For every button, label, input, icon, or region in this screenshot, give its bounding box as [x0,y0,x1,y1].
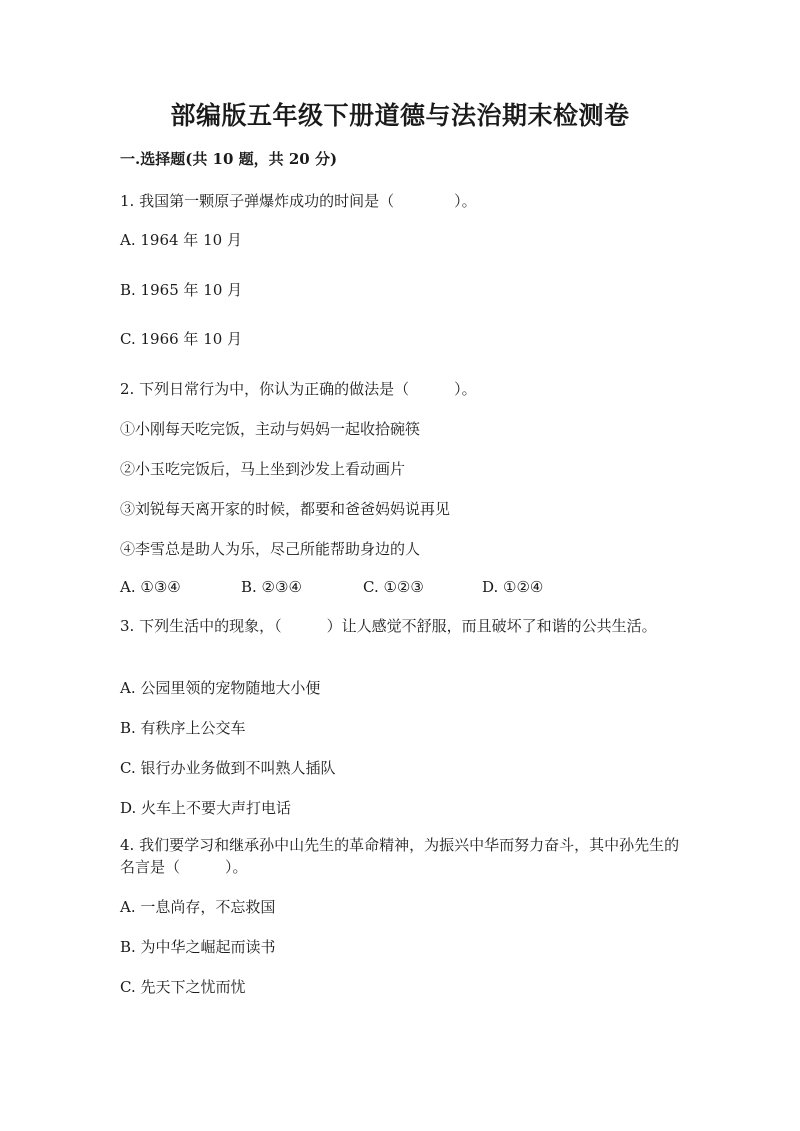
question-1-option-c: C. 1966 年 10 月 [120,330,243,348]
question-4-stem: 4. 我们要学习和继承孙中山先生的革命精神，为振兴中华而努力奋斗，其中孙先生的名言是（ ）。 [120,836,680,876]
question-1-stem: 1. 我国第一颗原子弹爆炸成功的时间是（ ）。 [120,192,477,210]
question-3-option-c: C. 银行办业务做到不叫熟人插队 [120,759,336,777]
question-2-statement-2: ②小玉吃完饭后，马上坐到沙发上看动画片 [120,460,406,478]
question-2-statement-4: ④李雪总是助人为乐，尽己所能帮助身边的人 [120,540,421,558]
question-2-statement-3: ③刘锐每天离开家的时候，都要和爸爸妈妈说再见 [120,500,451,518]
question-4-option-b: B. 为中华之崛起而读书 [120,938,276,956]
question-1-option-a: A. 1964 年 10 月 [120,231,242,249]
question-2-option-b: B. ②③④ [241,578,302,596]
question-4-option-a: A. 一息尚存，不忘救国 [120,898,276,916]
question-2-option-d: D. ①②④ [482,578,544,596]
question-3-option-a: A. 公园里领的宠物随地大小便 [120,679,321,697]
question-3-option-b: B. 有秩序上公交车 [120,719,246,737]
question-2-stem: 2. 下列日常行为中，你认为正确的做法是（ ）。 [120,380,477,398]
question-2-option-a: A. ①③④ [120,578,181,596]
question-2-option-c: C. ①②③ [363,578,424,596]
question-2-statement-1: ①小刚每天吃完饭，主动与妈妈一起收拾碗筷 [120,420,421,438]
question-1-option-b: B. 1965 年 10 月 [120,281,243,299]
section-heading: 一.选择题(共 10 题，共 20 分) [120,150,338,168]
question-3-option-d: D. 火车上不要大声打电话 [120,799,292,817]
document-title: 部编版五年级下册道德与法治期末检测卷 [170,101,630,130]
question-3-stem: 3. 下列生活中的现象，（ ）让人感觉不舒服，而且破坏了和谐的公共生活。 [120,617,657,635]
question-4-option-c: C. 先天下之忧而忧 [120,978,246,996]
